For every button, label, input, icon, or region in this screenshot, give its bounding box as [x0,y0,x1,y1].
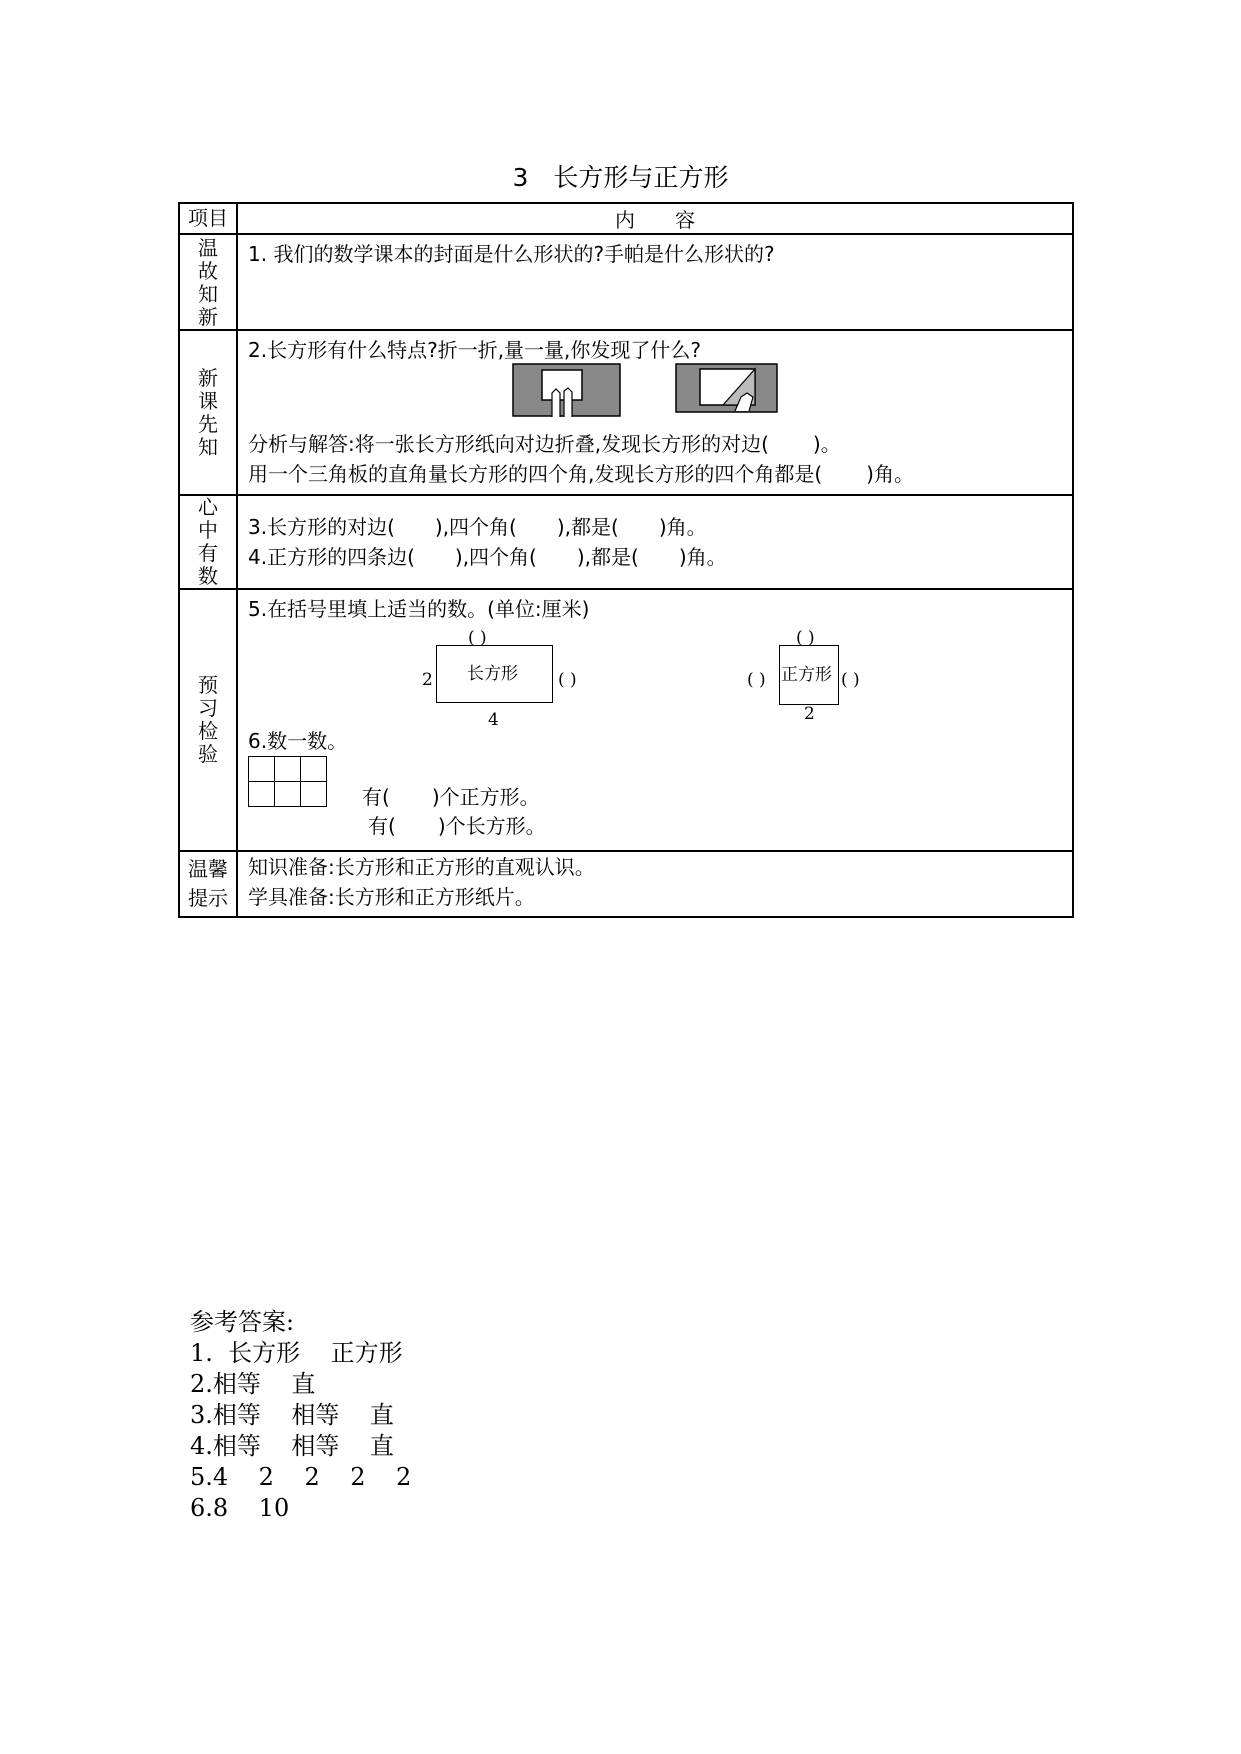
blank-square-right: ( ) [841,670,860,690]
label-text: 心中有数 [198,495,218,588]
label-text: 温故知新 [198,236,218,329]
row-label-check [179,589,237,851]
rectangle-label: 长方形 [467,664,518,684]
check-content [237,589,1073,851]
square-label: 正方形 [781,665,832,685]
question-2: 2.长方形有什么特点?折一折,量一量,你发现了什么? [248,338,702,362]
row-label-preview [179,330,237,495]
answer-4: 4.相等 相等 直 [190,1432,394,1460]
question-4: 4.正方形的四条边( ),四个角( ),都是( )角。 [248,545,727,569]
answer-2: 2.相等 直 [190,1370,316,1398]
label-text: 新课先知 [198,365,218,459]
triangle-ruler-image [675,363,779,415]
header-item: 项目 [179,203,237,234]
page-title: 3 长方形与正方形 [512,163,729,192]
question-5: 5.在括号里填上适当的数。(单位:厘米) [248,597,590,621]
count-squares: 有( )个正方形。 [362,785,540,809]
tools-tip: 学具准备:长方形和正方形纸片。 [248,885,535,909]
answer-section [190,1307,411,1524]
preview-content [237,330,1073,495]
blank-rect-right: ( ) [558,670,577,690]
answer-5: 5.4 2 2 2 2 [190,1463,412,1491]
rectangle-shape [436,645,553,703]
square-shape [779,645,839,705]
row-label-tips [179,851,237,917]
worksheet-table [178,202,1074,918]
square-bottom-length: 2 [804,704,815,724]
header-content: 内 容 [237,203,1073,234]
review-content [237,234,1073,330]
question-1: 1. 我们的数学课本的封面是什么形状的?手帕是什么形状的? [248,242,775,266]
label-text: 温馨提示 [188,857,228,910]
answer-3: 3.相等 相等 直 [190,1401,394,1429]
rect-bottom-length: 4 [488,710,499,730]
rect-left-length: 2 [422,670,433,690]
count-rectangles: 有( )个长方形。 [368,814,546,838]
counting-grid [248,756,327,807]
question-6: 6.数一数。 [248,729,348,753]
row-label-review [179,234,237,330]
blank-rect-top: ( ) [468,628,487,648]
row-label-mind [179,495,237,589]
answer-1: 1. 长方形 正方形 [190,1339,403,1367]
mind-content [237,495,1073,589]
answer-6: 6.8 10 [190,1494,290,1522]
blank-square-left: ( ) [747,670,766,690]
analysis-1: 分析与解答:将一张长方形纸向对边折叠,发现长方形的对边( )。 [248,432,841,456]
label-text: 预习检验 [198,673,218,766]
answer-heading: 参考答案: [190,1308,295,1336]
question-3: 3.长方形的对边( ),四个角( ),都是( )角。 [248,515,707,539]
folding-paper-image [512,363,622,419]
knowledge-tip: 知识准备:长方形和正方形的直观认识。 [248,855,595,879]
analysis-2: 用一个三角板的直角量长方形的四个角,发现长方形的四个角都是( )角。 [248,462,914,486]
tips-content [237,851,1073,917]
blank-square-top: ( ) [796,628,815,648]
